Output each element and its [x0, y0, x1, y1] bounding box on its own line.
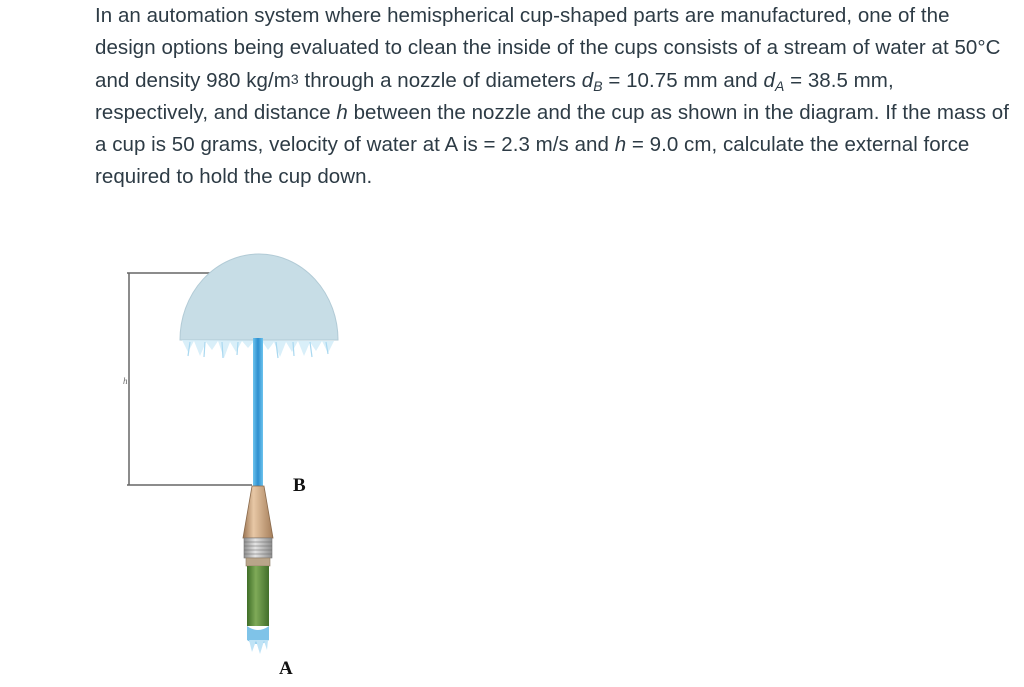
problem-text-3: = 10.75 mm and: [602, 68, 764, 92]
label-h: h: [123, 376, 128, 386]
problem-text-2: through a nozzle of diameters: [298, 68, 582, 92]
nozzle-cone: [243, 486, 273, 538]
label-B: B: [293, 475, 306, 496]
nozzle: [243, 486, 273, 566]
inlet-water: [249, 640, 268, 654]
hose: [247, 566, 269, 654]
problem-text-4: = 38.5 mm, respectively, and distance: [95, 68, 894, 124]
problem-text-6: = 9.0 cm, calculate the external force required to hold the cup down.: [95, 133, 970, 189]
nozzle-collar: [246, 558, 270, 566]
problem-text-1: In an automation system where hemispherical cup-shaped parts are manufactured, one of the design options being evaluated to clean the inside of the cups consists of a stream of water at 50°C and density 980 kg/m: [95, 4, 1001, 92]
hose-body: [247, 566, 269, 626]
problem-text-5: between the nozzle and the cup as shown in the diagram. If the mass of a cup is 50 grams, velocity of water at A is = 2.3 m/s and: [95, 100, 1009, 157]
var-dB: d: [581, 68, 594, 92]
var-dA-subscript: A: [774, 77, 785, 94]
water-jet: [253, 338, 263, 488]
cup-hemisphere: [180, 254, 338, 340]
density-exponent: 3: [290, 70, 299, 87]
label-A: A: [279, 658, 293, 679]
var-dA: d: [763, 68, 775, 92]
var-h: h: [336, 100, 348, 124]
nozzle-coupling: [244, 538, 272, 558]
var-dB-subscript: B: [593, 77, 603, 94]
var-h-2: h: [614, 133, 627, 157]
